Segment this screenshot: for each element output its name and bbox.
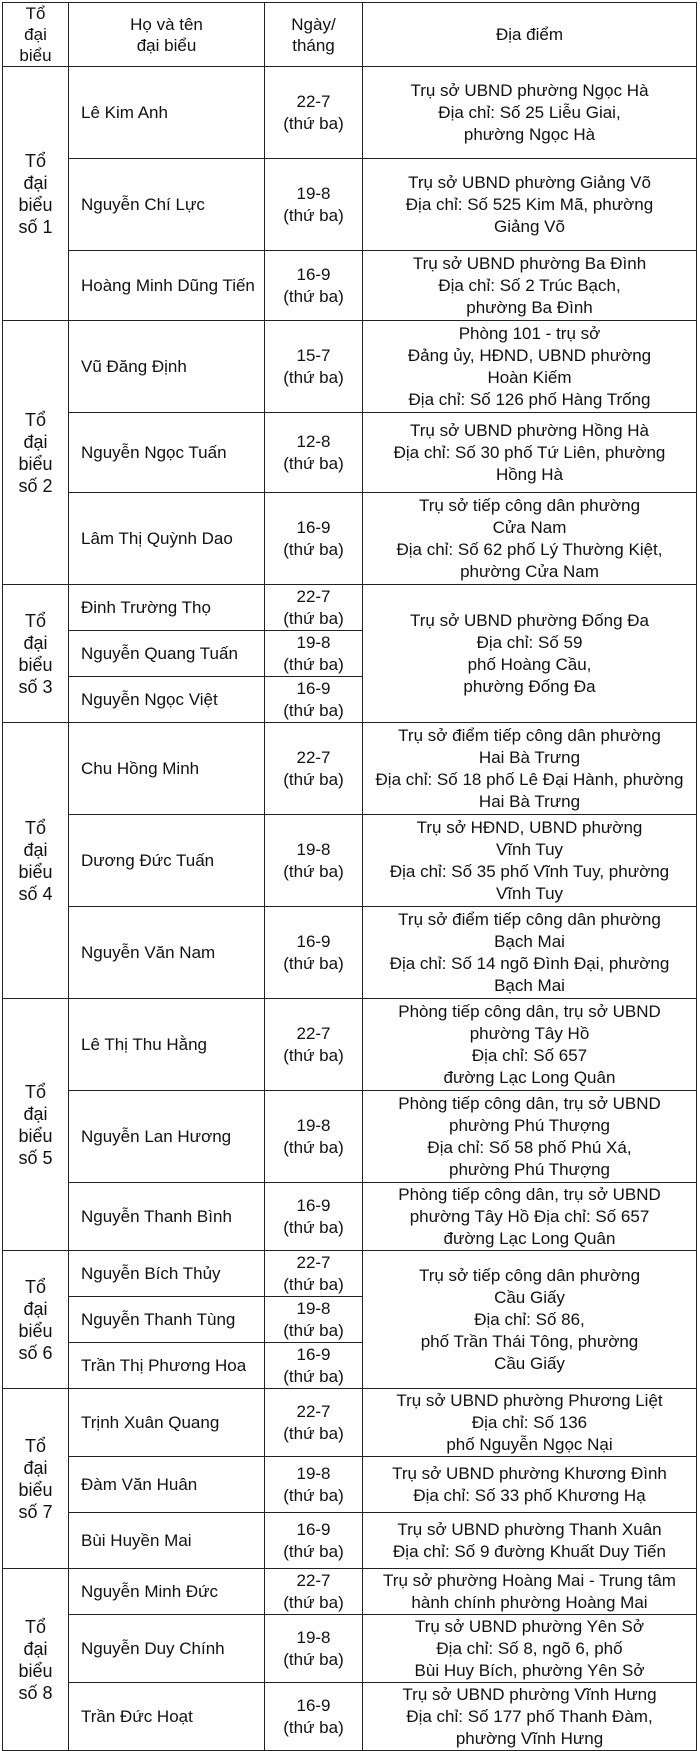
place-cell xyxy=(363,999,697,1091)
table-row xyxy=(3,1683,697,1751)
place-line: phố Hoàng Cầu, xyxy=(467,654,592,674)
date-line: 16-9 xyxy=(296,1695,331,1715)
place-line: Phòng tiếp công dân, trụ sở UBND xyxy=(398,1184,661,1204)
group-label-line: biểu xyxy=(18,1479,53,1500)
place-cell xyxy=(363,1457,697,1513)
delegate-name-cell: Lâm Thị Quỳnh Dao xyxy=(69,493,265,585)
place-line: phường Ba Đình xyxy=(466,297,593,317)
group-label-line: Tổ xyxy=(24,409,46,430)
date-cell xyxy=(265,1683,363,1751)
date-cell xyxy=(265,1251,363,1297)
place-line: phường Ngọc Hà xyxy=(463,124,596,144)
delegate-name-cell: Đàm Văn Huân xyxy=(69,1457,265,1513)
date-line: (thứ ba) xyxy=(283,1320,344,1340)
place-line: phường Phú Thượng xyxy=(448,1159,610,1179)
table-row xyxy=(3,585,697,631)
date-cell xyxy=(265,493,363,585)
table-row xyxy=(3,907,697,999)
group-label-line: số 2 xyxy=(18,475,53,496)
delegate-name-cell: Dương Đức Tuấn xyxy=(69,815,265,907)
place-cell xyxy=(363,815,697,907)
date-cell xyxy=(265,67,363,159)
place-cell xyxy=(363,1683,697,1751)
place-line: Địa chỉ: Số 30 phố Tứ Liên, phường xyxy=(393,442,666,462)
date-line: (thứ ba) xyxy=(283,769,344,789)
place-cell xyxy=(363,1183,697,1251)
date-line: 16-9 xyxy=(296,1344,331,1364)
place-line: Địa chỉ: Số 177 phố Thanh Đàm, xyxy=(406,1706,653,1726)
place-line: Địa chỉ: Số 18 phố Lê Đại Hành, phường xyxy=(375,769,684,789)
group-label-line: biểu xyxy=(18,1125,53,1146)
place-cell xyxy=(363,321,697,413)
place-line: Trụ sở tiếp công dân phường xyxy=(418,1265,641,1285)
group-label-line: biểu xyxy=(18,194,53,215)
header-date-line: Ngày/ xyxy=(291,14,336,34)
date-line: 22-7 xyxy=(296,586,331,606)
place-line: Trụ sở phường Hoàng Mai - Trung tâm xyxy=(383,1570,676,1590)
table-row xyxy=(3,1615,697,1683)
date-cell xyxy=(265,1183,363,1251)
group-label-line: số 5 xyxy=(18,1147,53,1168)
header-group-line: đại xyxy=(24,25,47,44)
delegate-name-cell: Lê Thị Thu Hằng xyxy=(69,999,265,1091)
place-line: đường Lạc Long Quân xyxy=(443,1228,616,1248)
place-line: Trụ sở tiếp công dân phường xyxy=(418,495,641,515)
date-line: (thứ ba) xyxy=(283,539,344,559)
place-cell xyxy=(363,413,697,493)
place-line: đường Lạc Long Quân xyxy=(443,1067,616,1087)
delegate-name-cell: Nguyễn Bích Thủy xyxy=(69,1251,265,1297)
group-label-line: Tổ xyxy=(24,1276,46,1297)
place-line: Trụ sở UBND phường Hồng Hà xyxy=(409,420,650,440)
delegate-name-cell: Nguyễn Lan Hương xyxy=(69,1091,265,1183)
group-label-cell xyxy=(3,1569,69,1751)
place-line: Trụ sở HĐND, UBND phường xyxy=(416,817,643,837)
place-cell xyxy=(363,1091,697,1183)
place-line: Địa chỉ: Số 59 xyxy=(476,632,583,652)
delegate-name-cell: Nguyễn Minh Đức xyxy=(69,1569,265,1615)
place-line: Địa chỉ: Số 9 đường Khuất Duy Tiến xyxy=(393,1541,666,1561)
place-line: Địa chỉ: Số 14 ngõ Đình Đại, phường xyxy=(389,953,670,973)
place-line: phường Tây Hồ Địa chỉ: Số 657 xyxy=(409,1206,650,1226)
date-cell xyxy=(265,585,363,631)
group-label-cell xyxy=(3,1389,69,1569)
table-row xyxy=(3,1457,697,1513)
place-line: Bạch Mai xyxy=(494,931,565,951)
table-row xyxy=(3,1513,697,1569)
place-line: Trụ sở UBND phường Giảng Võ xyxy=(408,172,651,192)
delegate-name-cell: Nguyễn Văn Nam xyxy=(69,907,265,999)
group-label-line: biểu xyxy=(18,861,53,882)
table-row xyxy=(3,999,697,1091)
date-line: (thứ ba) xyxy=(283,1649,344,1669)
place-line: Địa chỉ: Số 136 xyxy=(471,1412,588,1432)
date-line: (thứ ba) xyxy=(283,1423,344,1443)
group-label-line: số 6 xyxy=(18,1342,53,1363)
date-line: 12-8 xyxy=(296,431,331,451)
date-line: (thứ ba) xyxy=(283,1592,344,1612)
date-line: (thứ ba) xyxy=(283,453,344,473)
group-label-line: Tổ xyxy=(24,817,46,838)
date-cell xyxy=(265,631,363,677)
place-line: Cầu Giấy xyxy=(494,1353,565,1373)
place-line: phường Tây Hồ xyxy=(469,1023,590,1043)
group-label-line: Tổ xyxy=(24,1081,46,1102)
group-label-cell xyxy=(3,1251,69,1389)
group-label-line: đại xyxy=(23,839,48,860)
group-label-cell xyxy=(3,723,69,999)
place-line: phường Vĩnh Hưng xyxy=(455,1728,604,1748)
shared-place-cell xyxy=(363,1251,697,1389)
date-line: 19-8 xyxy=(296,1627,331,1647)
date-line: 19-8 xyxy=(296,1115,331,1135)
table-row xyxy=(3,1569,697,1615)
group-label-cell xyxy=(3,67,69,321)
date-line: 22-7 xyxy=(296,1401,331,1421)
group-label-line: đại xyxy=(23,1103,48,1124)
header-name-line: đại biểu xyxy=(136,35,197,55)
date-line: 22-7 xyxy=(296,1570,331,1590)
date-cell xyxy=(265,1389,363,1457)
header-date-line: tháng xyxy=(292,35,335,55)
place-line: Địa chỉ: Số 35 phố Vĩnh Tuy, phường xyxy=(389,861,670,881)
group-label-line: số 3 xyxy=(18,676,53,697)
date-line: (thứ ba) xyxy=(283,286,344,306)
group-label-line: biểu xyxy=(18,1320,53,1341)
place-cell xyxy=(363,493,697,585)
delegate-name-cell: Chu Hồng Minh xyxy=(69,723,265,815)
place-line: phường Cửa Nam xyxy=(460,561,599,581)
date-line: (thứ ba) xyxy=(283,1485,344,1505)
table-row xyxy=(3,723,697,815)
group-label-line: Tổ xyxy=(24,150,46,171)
place-cell xyxy=(363,1389,697,1457)
date-line: 22-7 xyxy=(296,1023,331,1043)
header-group-line: biểu xyxy=(19,46,52,65)
place-line: Hai Bà Trưng xyxy=(478,791,581,811)
place-line: phường Phú Thượng xyxy=(448,1115,610,1135)
date-line: (thứ ba) xyxy=(283,1717,344,1737)
date-line: 22-7 xyxy=(296,1252,331,1272)
place-cell xyxy=(363,67,697,159)
place-line: Trụ sở UBND phường Đống Đa xyxy=(409,610,650,630)
place-cell xyxy=(363,1569,697,1615)
header-name-line: Họ và tên xyxy=(130,14,203,34)
table-row xyxy=(3,67,697,159)
date-cell xyxy=(265,723,363,815)
header-row xyxy=(3,3,697,67)
header-group xyxy=(3,3,69,67)
group-label-line: đại xyxy=(23,1638,48,1659)
date-line: (thứ ba) xyxy=(283,1541,344,1561)
date-cell xyxy=(265,1615,363,1683)
date-line: (thứ ba) xyxy=(283,1366,344,1386)
date-cell xyxy=(265,251,363,321)
date-line: 15-7 xyxy=(296,345,331,365)
delegate-name-cell: Vũ Đăng Định xyxy=(69,321,265,413)
place-line: Trụ sở UBND phường Ngọc Hà xyxy=(410,80,649,100)
group-label-line: Tổ xyxy=(24,1616,46,1637)
group-label-line: Tổ xyxy=(24,610,46,631)
header-date xyxy=(265,3,363,67)
header-group-line: Tổ xyxy=(25,4,46,23)
table-row xyxy=(3,413,697,493)
place-line: Địa chỉ: Số 2 Trúc Bạch, xyxy=(438,275,621,295)
group-label-line: số 1 xyxy=(18,216,53,237)
date-line: (thứ ba) xyxy=(283,608,344,628)
delegate-name-cell: Bùi Huyền Mai xyxy=(69,1513,265,1569)
group-label-line: Tổ xyxy=(24,1435,46,1456)
date-cell xyxy=(265,321,363,413)
date-cell xyxy=(265,159,363,251)
date-line: (thứ ba) xyxy=(283,861,344,881)
group-label-line: đại xyxy=(23,1298,48,1319)
table-row xyxy=(3,251,697,321)
date-line: (thứ ba) xyxy=(283,113,344,133)
place-line: Địa chỉ: Số 525 Kim Mã, phường xyxy=(405,194,654,214)
group-label-line: biểu xyxy=(18,453,53,474)
place-line: Trụ sở UBND phường Thanh Xuân xyxy=(397,1519,662,1539)
place-line: Bạch Mai xyxy=(494,975,565,995)
place-line: Giảng Võ xyxy=(494,216,565,236)
date-cell xyxy=(265,907,363,999)
place-line: Trụ sở UBND phường Khương Đình xyxy=(392,1463,667,1483)
group-label-line: biểu xyxy=(18,1660,53,1681)
header-name xyxy=(69,3,265,67)
date-cell xyxy=(265,815,363,907)
delegate-name-cell: Nguyễn Quang Tuấn xyxy=(69,631,265,677)
table-row xyxy=(3,1091,697,1183)
date-line: (thứ ba) xyxy=(283,367,344,387)
place-line: Trụ sở UBND phường Vĩnh Hưng xyxy=(402,1684,657,1704)
schedule-body xyxy=(3,67,697,1751)
place-line: Hồng Hà xyxy=(495,464,564,484)
place-line: Địa chỉ: Số 58 phố Phú Xá, xyxy=(427,1137,632,1157)
date-line: 19-8 xyxy=(296,632,331,652)
date-cell xyxy=(265,1343,363,1389)
date-line: 16-9 xyxy=(296,1519,331,1539)
table-row xyxy=(3,1389,697,1457)
place-line: hành chính phường Hoàng Mai xyxy=(411,1592,648,1612)
delegate-name-cell: Nguyễn Ngọc Tuấn xyxy=(69,413,265,493)
place-cell xyxy=(363,1615,697,1683)
place-line: Bùi Huy Bích, phường Yên Sở xyxy=(414,1660,645,1680)
date-cell xyxy=(265,1457,363,1513)
shared-place-cell xyxy=(363,585,697,723)
date-line: (thứ ba) xyxy=(283,205,344,225)
place-line: phố Nguyễn Ngọc Nại xyxy=(446,1434,613,1454)
place-line: phố Trần Thái Tông, phường xyxy=(420,1331,639,1351)
delegate-name-cell: Nguyễn Duy Chính xyxy=(69,1615,265,1683)
place-line: Phòng 101 - trụ sở xyxy=(458,323,601,343)
date-line: 19-8 xyxy=(296,839,331,859)
place-line: Địa chỉ: Số 86, xyxy=(474,1309,585,1329)
date-cell xyxy=(265,999,363,1091)
place-line: Trụ sở UBND phường Ba Đình xyxy=(412,253,647,273)
date-cell xyxy=(265,1513,363,1569)
date-line: (thứ ba) xyxy=(283,1045,344,1065)
date-line: 22-7 xyxy=(296,747,331,767)
group-label-cell xyxy=(3,321,69,585)
header-place-line: Địa điểm xyxy=(495,25,564,44)
group-label-cell xyxy=(3,585,69,723)
table-row xyxy=(3,1251,697,1297)
delegate-name-cell: Nguyễn Thanh Tùng xyxy=(69,1297,265,1343)
delegate-name-cell: Nguyễn Chí Lực xyxy=(69,159,265,251)
table-row xyxy=(3,815,697,907)
group-label-cell xyxy=(3,999,69,1251)
place-line: Trụ sở UBND phường Yên Sở xyxy=(414,1616,645,1636)
place-line: Cầu Giấy xyxy=(494,1287,565,1307)
date-cell xyxy=(265,1297,363,1343)
date-cell xyxy=(265,1569,363,1615)
place-line: Phòng tiếp công dân, trụ sở UBND xyxy=(398,1093,661,1113)
place-line: Địa chỉ: Số 25 Liễu Giai, xyxy=(438,102,621,122)
place-line: Đảng ủy, HĐND, UBND phường xyxy=(407,345,652,365)
place-line: Trụ sở UBND phường Phương Liệt xyxy=(396,1390,663,1410)
group-label-line: đại xyxy=(23,632,48,653)
place-line: Trụ sở điểm tiếp công dân phường xyxy=(398,909,661,929)
delegate-name-cell: Trịnh Xuân Quang xyxy=(69,1389,265,1457)
date-line: (thứ ba) xyxy=(283,654,344,674)
place-cell xyxy=(363,1513,697,1569)
date-cell xyxy=(265,677,363,723)
date-line: (thứ ba) xyxy=(283,700,344,720)
date-line: (thứ ba) xyxy=(283,953,344,973)
date-line: 16-9 xyxy=(296,931,331,951)
date-line: 19-8 xyxy=(296,1463,331,1483)
place-line: Hai Bà Trưng xyxy=(478,747,581,767)
delegate-name-cell: Trần Thị Phương Hoa xyxy=(69,1343,265,1389)
date-line: 19-8 xyxy=(296,183,331,203)
group-label-line: biểu xyxy=(18,654,53,675)
date-line: (thứ ba) xyxy=(283,1217,344,1237)
group-label-line: đại xyxy=(23,431,48,452)
date-line: (thứ ba) xyxy=(283,1274,344,1294)
date-cell xyxy=(265,1091,363,1183)
schedule-table xyxy=(2,2,697,1751)
header-place xyxy=(363,3,697,67)
group-label-line: số 4 xyxy=(18,883,53,904)
date-line: 19-8 xyxy=(296,1298,331,1318)
date-line: 22-7 xyxy=(296,91,331,111)
group-label-line: đại xyxy=(23,172,48,193)
place-line: Địa chỉ: Số 657 xyxy=(471,1045,588,1065)
date-line: (thứ ba) xyxy=(283,1137,344,1157)
delegate-name-cell: Trần Đức Hoạt xyxy=(69,1683,265,1751)
place-cell xyxy=(363,907,697,999)
place-line: phường Đống Đa xyxy=(463,676,596,696)
delegate-name-cell: Nguyễn Thanh Bình xyxy=(69,1183,265,1251)
place-line: Phòng tiếp công dân, trụ sở UBND xyxy=(398,1001,661,1021)
place-line: Địa chỉ: Số 126 phố Hàng Trống xyxy=(408,389,651,409)
delegate-name-cell: Đinh Trường Thọ xyxy=(69,585,265,631)
delegate-name-cell: Nguyễn Ngọc Việt xyxy=(69,677,265,723)
table-row xyxy=(3,493,697,585)
group-label-line: đại xyxy=(23,1457,48,1478)
place-cell xyxy=(363,159,697,251)
place-cell xyxy=(363,251,697,321)
delegate-name-cell: Hoàng Minh Dũng Tiến xyxy=(69,251,265,321)
delegate-name-cell: Lê Kim Anh xyxy=(69,67,265,159)
place-line: Hoàn Kiếm xyxy=(487,367,572,387)
place-line: Địa chỉ: Số 62 phố Lý Thường Kiệt, xyxy=(396,539,663,559)
place-line: Vĩnh Tuy xyxy=(495,839,564,859)
table-row xyxy=(3,159,697,251)
date-line: 16-9 xyxy=(296,1195,331,1215)
group-label-line: số 7 xyxy=(18,1501,53,1522)
place-line: Cửa Nam xyxy=(492,517,567,537)
place-line: Vĩnh Tuy xyxy=(495,883,564,903)
place-line: Trụ sở điểm tiếp công dân phường xyxy=(398,725,661,745)
table-row xyxy=(3,1183,697,1251)
date-line: 16-9 xyxy=(296,517,331,537)
date-cell xyxy=(265,413,363,493)
place-line: Địa chỉ: Số 33 phố Khương Hạ xyxy=(413,1485,646,1505)
group-label-line: số 8 xyxy=(18,1682,53,1703)
place-line: Địa chỉ: Số 8, ngõ 6, phố xyxy=(436,1638,623,1658)
place-cell xyxy=(363,723,697,815)
date-line: 16-9 xyxy=(296,678,331,698)
date-line: 16-9 xyxy=(296,264,331,284)
table-row xyxy=(3,321,697,413)
